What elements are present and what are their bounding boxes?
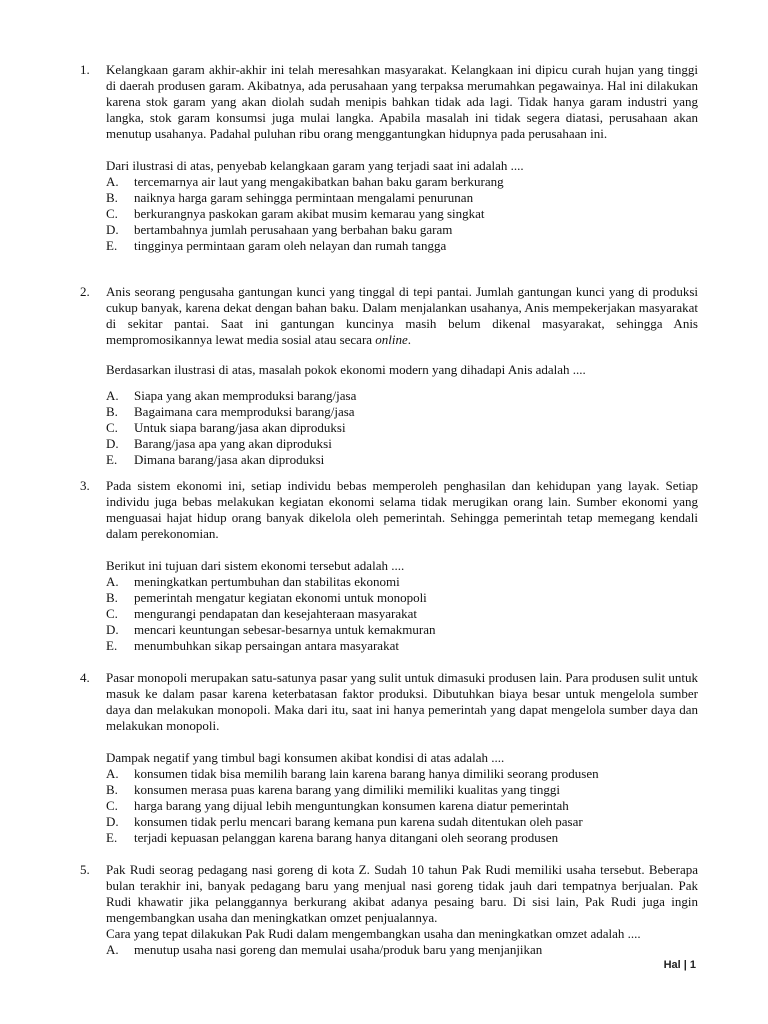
option-letter: C. xyxy=(106,420,118,435)
question-number: 4. xyxy=(80,670,90,685)
question-prompt: Cara yang tepat dilakukan Pak Rudi dalam mengembangkan usaha dan meningkatkan omzet adalah .... xyxy=(106,926,641,941)
option-text: harga barang yang dijual lebih menguntungkan konsumen karena diatur pemerintah xyxy=(134,798,569,813)
option-text: Siapa yang akan memproduksi barang/jasa xyxy=(134,388,357,403)
option-letter: D. xyxy=(106,814,119,829)
option-b[interactable] xyxy=(106,590,698,606)
passage-text: Anis seorang pengusaha gantungan kunci yang tinggal di tepi pantai. Jumlah gantungan kunci yang di produksi cukup banyak, karena dekat dengan bahan baku. Dalam menjalankan usahanya, Anis mempekerjakan masyarakat di sekitar pantai. Saat ini gantungan kuncinya masih belum dikenal masyarakat, sehingga Anis mempromosikannya lewat media sosial atau secara xyxy=(106,284,698,347)
question-passage: Pasar monopoli merupakan satu-satunya pasar yang sulit untuk dimasuki produsen lain. Para produsen sulit untuk masuk ke dalam pasar karena keterbatasan faktor produksi. Dibutuhkan biaya besar untuk mengelola sumber daya dan melakukan monopoli. Maka dari itu, saat ini hanya pemerintah yang dapat mengelola sumber daya dan melakukan monopoli. xyxy=(106,670,698,733)
option-c[interactable] xyxy=(106,206,698,222)
option-a[interactable] xyxy=(106,574,698,590)
option-text: meningkatkan pertumbuhan dan stabilitas ekonomi xyxy=(134,574,400,589)
answer-options xyxy=(106,942,698,958)
question-number: 2. xyxy=(80,284,90,299)
option-d[interactable] xyxy=(106,436,698,452)
option-letter: D. xyxy=(106,436,119,451)
answer-options xyxy=(106,174,698,254)
option-a[interactable] xyxy=(106,388,698,404)
option-text: naiknya harga garam sehingga permintaan mengalami penurunan xyxy=(134,190,474,205)
option-letter: E. xyxy=(106,238,118,253)
option-e[interactable] xyxy=(106,238,698,254)
question-1 xyxy=(80,62,698,254)
option-d[interactable] xyxy=(106,622,698,638)
option-text: Barang/jasa apa yang akan diproduksi xyxy=(134,436,332,451)
option-text: tercemarnya air laut yang mengakibatkan bahan baku garam berkurang xyxy=(134,174,504,189)
option-c[interactable] xyxy=(106,798,698,814)
answer-options xyxy=(106,388,698,468)
option-text: menutup usaha nasi goreng dan memulai usaha/produk baru yang menjanjikan xyxy=(134,942,543,957)
passage-italic-term: online xyxy=(375,332,408,347)
option-text: terjadi kepuasan pelanggan karena barang hanya ditangani oleh seorang produsen xyxy=(134,830,559,845)
option-letter: C. xyxy=(106,606,118,621)
option-e[interactable] xyxy=(106,638,698,654)
option-letter: B. xyxy=(106,404,118,419)
option-text: Dimana barang/jasa akan diproduksi xyxy=(134,452,325,467)
option-e[interactable] xyxy=(106,452,698,468)
option-letter: C. xyxy=(106,206,118,221)
option-letter: A. xyxy=(106,574,119,589)
option-letter: E. xyxy=(106,830,118,845)
option-b[interactable] xyxy=(106,404,698,420)
option-letter: A. xyxy=(106,942,119,957)
question-2 xyxy=(80,284,698,468)
answer-options xyxy=(106,574,698,654)
question-number: 3. xyxy=(80,478,90,493)
option-letter: B. xyxy=(106,590,118,605)
option-text: tingginya permintaan garam oleh nelayan dan rumah tangga xyxy=(134,238,447,253)
option-text: bertambahnya jumlah perusahaan yang berbahan baku garam xyxy=(134,222,453,237)
passage-end: . xyxy=(407,332,412,347)
question-passage: Kelangkaan garam akhir-akhir ini telah meresahkan masyarakat. Kelangkaan ini dipicu curah hujan yang tinggi di daerah produsen garam. Akibatnya, ada perusahaan yang terpaksa merumahkan pegawainya. Hal ini dilakukan karena stok garam yang akan diolah sudah menipis bahkan tidak ada lagi. Tidak hanya garam industri yang langka, stok garam konsumsi juga mulai langka. Apabila masalah ini tidak segera diatasi, perusahaan akan menutup usahanya. Padahal puluhan ribu orang menggantungkan hidupnya pada perusahaan ini. xyxy=(106,62,698,141)
option-c[interactable] xyxy=(106,420,698,436)
question-prompt: Berikut ini tujuan dari sistem ekonomi tersebut adalah .... xyxy=(106,558,405,573)
option-text: mengurangi pendapatan dan kesejahteraan masyarakat xyxy=(134,606,417,621)
question-prompt: Berdasarkan ilustrasi di atas, masalah pokok ekonomi modern yang dihadapi Anis adalah .... xyxy=(106,362,586,377)
option-a[interactable] xyxy=(106,174,698,190)
option-text: berkurangnya paskokan garam akibat musim kemarau yang singkat xyxy=(134,206,485,221)
option-text: pemerintah mengatur kegiatan ekonomi untuk monopoli xyxy=(134,590,427,605)
option-letter: D. xyxy=(106,222,119,237)
option-d[interactable] xyxy=(106,814,698,830)
option-letter: A. xyxy=(106,766,119,781)
option-text: konsumen merasa puas karena barang yang dimiliki memiliki kualitas yang tinggi xyxy=(134,782,561,797)
option-c[interactable] xyxy=(106,606,698,622)
option-d[interactable] xyxy=(106,222,698,238)
question-prompt: Dampak negatif yang timbul bagi konsumen akibat kondisi di atas adalah .... xyxy=(106,750,505,765)
option-b[interactable] xyxy=(106,190,698,206)
option-text: konsumen tidak bisa memilih barang lain karena barang hanya dimiliki seorang produsen xyxy=(134,766,599,781)
question-passage xyxy=(106,284,698,348)
question-number: 5. xyxy=(80,862,90,877)
option-text: Untuk siapa barang/jasa akan diproduksi xyxy=(134,420,346,435)
option-e[interactable] xyxy=(106,830,698,846)
option-letter: B. xyxy=(106,782,118,797)
question-passage: Pak Rudi seorag pedagang nasi goreng di kota Z. Sudah 10 tahun Pak Rudi memiliki usaha tersebut. Beberapa bulan terakhir ini, banyak pedagang baru yang menjual nasi goreng tidak jauh dari tempatnya berjualan. Pak Rudi khawatir jika pelanggannya berkurang akibat adanya pesaing baru. Di sisi lain, Pak Rudi juga ingin mengembangkan usaha dan meningkatkan omzet penjualannya. xyxy=(106,862,698,925)
option-letter: D. xyxy=(106,622,119,637)
option-text: menumbuhkan sikap persaingan antara masyarakat xyxy=(134,638,399,653)
option-letter: E. xyxy=(106,452,118,467)
option-b[interactable] xyxy=(106,782,698,798)
option-letter: A. xyxy=(106,388,119,403)
question-4 xyxy=(80,670,698,846)
option-letter: A. xyxy=(106,174,119,189)
question-passage: Pada sistem ekonomi ini, setiap individu bebas memperoleh penghasilan dan kehidupan yang layak. Setiap individu juga bebas melakukan kegiatan ekonomi selama tidak merugikan orang lain. Sumber ekonomi yang menguasai hajat hidup orang banyak dikelola oleh pemerintah. Sehingga pemerintah tetap memegang kendali dalam perekonomian. xyxy=(106,478,698,541)
option-text: Bagaimana cara memproduksi barang/jasa xyxy=(134,404,355,419)
option-text: mencari keuntungan sebesar-besarnya untuk kemakmuran xyxy=(134,622,436,637)
option-a[interactable] xyxy=(106,942,698,958)
question-number: 1. xyxy=(80,62,90,77)
option-a[interactable] xyxy=(106,766,698,782)
option-letter: B. xyxy=(106,190,118,205)
option-text: konsumen tidak perlu mencari barang kemana pun karena sudah ditentukan oleh pasar xyxy=(134,814,583,829)
option-letter: E. xyxy=(106,638,118,653)
question-3 xyxy=(80,478,698,654)
question-prompt: Dari ilustrasi di atas, penyebab kelangkaan garam yang terjadi saat ini adalah .... xyxy=(106,158,524,173)
answer-options xyxy=(106,766,698,846)
option-letter: C. xyxy=(106,798,118,813)
page-number-footer: Hal | 1 xyxy=(663,959,696,971)
question-5 xyxy=(80,862,698,958)
